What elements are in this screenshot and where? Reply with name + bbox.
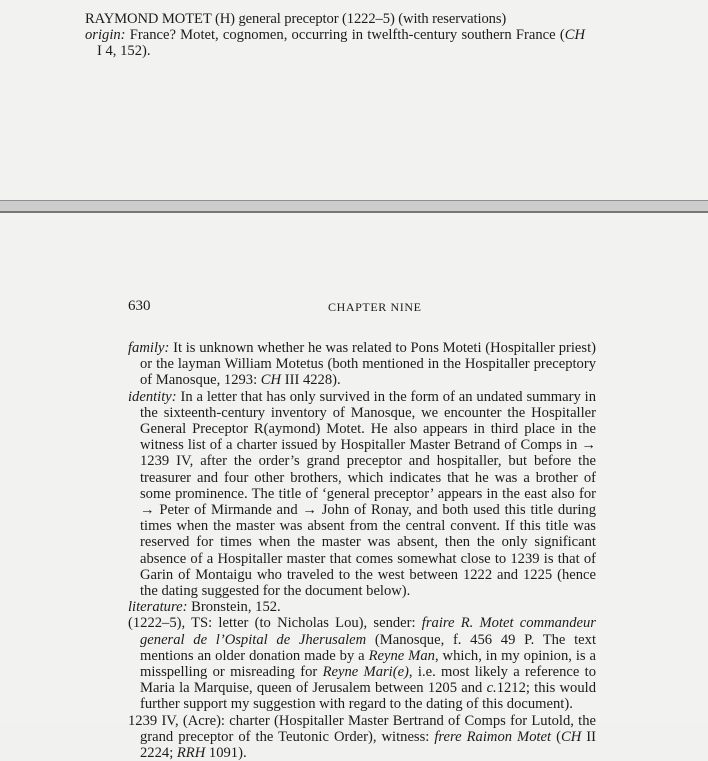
origin-text: France? Motet, cognomen, occurring in twelfth-century southern France ( xyxy=(125,27,565,44)
document-1239-paragraph xyxy=(128,713,596,761)
origin-label: origin: xyxy=(85,27,126,44)
origin-text-end: I 4, 152). xyxy=(97,43,151,60)
doc-1222-circa: c. xyxy=(486,680,497,697)
running-head xyxy=(128,298,598,318)
family-ref: CH xyxy=(260,372,282,389)
doc-1222-text-1: (1222–5), TS: letter (to Nicholas Lou), sender: xyxy=(128,615,422,632)
doc-1239-witness: frere Raimon Motet xyxy=(434,728,552,745)
family-text-end: III 4228). xyxy=(281,372,341,389)
document-1222-paragraph xyxy=(128,615,596,712)
entry-body xyxy=(128,340,596,761)
doc-1222-sender: fraire R. Motet commandeur general de l’Ospital de Jherusalem xyxy=(140,615,596,648)
doc-1239-text-3: II 2224; xyxy=(140,728,596,761)
page-break-divider xyxy=(0,200,708,213)
top-entry xyxy=(85,11,585,60)
origin-paragraph xyxy=(85,27,585,59)
chapter-title: CHAPTER NINE xyxy=(328,300,422,314)
doc-1239-ref-rrh: RRH xyxy=(176,745,206,761)
doc-1222-reyne-man: Reyne Man xyxy=(368,647,435,664)
literature-text: Bronstein, 152. xyxy=(187,599,281,616)
family-text: It is unknown whether he was related to Pons Moteti (Hospitaller priest) or the layman William Motetus (both mentioned in the Hospitaller preceptory of Manosque, 1293: xyxy=(140,340,596,389)
entry-heading: RAYMOND MOTET (H) general preceptor (1222–5) (with reservations) xyxy=(85,11,507,27)
doc-1239-text-2: ( xyxy=(551,728,561,745)
identity-label: identity: xyxy=(128,388,177,405)
doc-1239-text-1: 1239 IV, (Acre): charter (Hospitaller Master Bertrand of Comps for Lutold, the grand preceptor of the Teutonic Order), witness: xyxy=(128,712,596,745)
doc-1239-text-4: 1091). xyxy=(205,745,247,761)
doc-1222-text-4: , i.e. most likely a reference to Maria la Marquise, queen of Jerusalem between 1205 and xyxy=(140,664,596,697)
literature-label: literature: xyxy=(128,599,188,616)
doc-1222-text-2: (Manosque, f. 456 49 P. The text mentions an older donation made by a xyxy=(140,631,596,664)
identity-text: In a letter that has only survived in the form of an undated summary in the sixteenth-century inventory of Manosque, we encounter the Hospitaller General Preceptor R(aymond) Motet. He also appears in third place in the witness list of a charter issued by Hospitaller Master Betrand of Comps in → 1239 IV, after the order’s grand preceptor and hospitaller, but before the treasurer and four other brothers, which indicates that he was a brother of some prominence. The title of ‘general preceptor’ appears in the east also for → Peter of Mirmande and → John of Ronay, and both used this title during times when the master was absent from the central convent. If this title was reserved for times when the master was absent, then the only significant absence of a Hospitaller master that comes somewhat close to 1239 is that of Garin of Montaigu who traveled to the west between 1222 and 1225 (hence the dating suggested for the document below). xyxy=(140,388,596,600)
family-paragraph xyxy=(128,340,596,389)
literature-paragraph xyxy=(128,599,596,615)
identity-paragraph xyxy=(128,389,596,600)
origin-ref: CH xyxy=(564,27,585,44)
doc-1222-text-3: , which, in my opinion, is a misspelling or misreading for xyxy=(140,647,596,681)
doc-1222-text-5: 1212; this would further support my suggestion with regard to the dating of this document). xyxy=(140,680,596,713)
family-label: family: xyxy=(128,340,170,356)
doc-1222-reyne-marie: Reyne Mari(e) xyxy=(322,664,409,681)
doc-1239-ref-ch: CH xyxy=(560,728,582,745)
page-number: 630 xyxy=(128,298,151,314)
